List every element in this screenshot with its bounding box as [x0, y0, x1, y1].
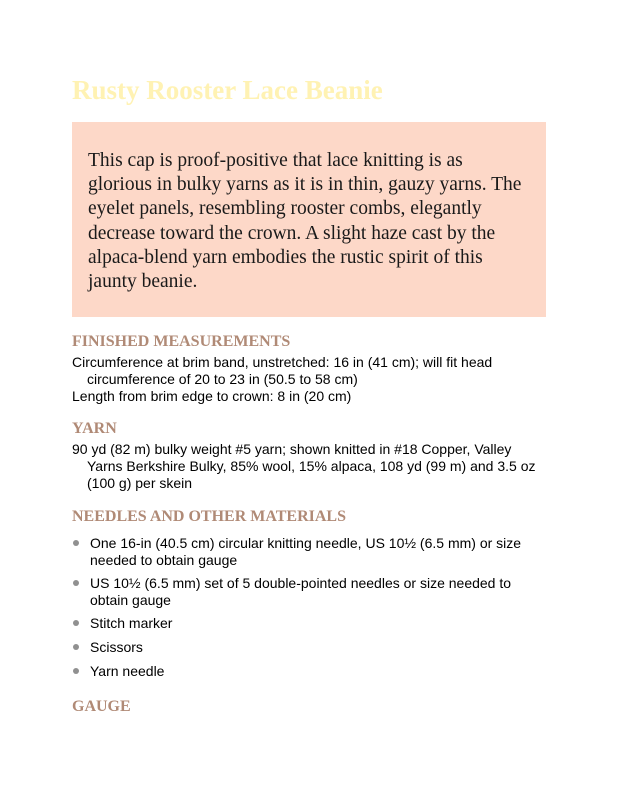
yarn-text: [72, 441, 546, 492]
list-item: [72, 615, 546, 632]
measurement-length: Length from brim edge to crown: 8 in (20 cm): [72, 388, 352, 404]
yarn-heading: YARN: [72, 420, 117, 437]
list-item: [72, 535, 546, 569]
list-item-text: US 10½ (6.5 mm) set of 5 double-pointed needles or size needed to obtain gauge: [90, 575, 512, 608]
list-item-text: Yarn needle: [90, 663, 165, 679]
intro-text: This cap is proof-positive that lace knitting is as glorious in bulky yarns as it is in thin, gauzy yarns. The eyelet panels, resembling rooster combs, elegantly decrease toward the crown. A slight haze cast by the alpaca-blend yarn embodies the rustic spirit of this jaunty beanie.: [88, 150, 522, 293]
bullet-icon: [73, 644, 79, 650]
needles-heading: NEEDLES AND OTHER MATERIALS: [72, 508, 346, 525]
needles-list: [72, 535, 546, 680]
bullet-icon: [73, 668, 79, 674]
finished-measurements-text: [72, 354, 546, 405]
list-item-text: Scissors: [90, 639, 143, 655]
list-item-text: One 16-in (40.5 cm) circular knitting needle, US 10½ (6.5 mm) or size needed to obtain gauge: [90, 535, 522, 568]
bullet-icon: [73, 540, 79, 546]
list-item: [72, 663, 546, 680]
yarn-description: 90 yd (82 m) bulky weight #5 yarn; shown knitted in #18 Copper, Valley Yarns Berkshire Bulky, 85% wool, 15% alpaca, 108 yd (99 m) and 3.5 oz (100 g) per skein: [72, 441, 536, 491]
finished-measurements-heading: FINISHED MEASUREMENTS: [72, 333, 291, 350]
bullet-icon: [73, 620, 79, 626]
list-item: [72, 575, 546, 609]
intro-box: [72, 122, 546, 317]
list-item: [72, 639, 546, 656]
measurement-circumference: Circumference at brim band, unstretched: 16 in (41 cm); will fit head circumference of 20 to 23 in (50.5 to 58 cm): [72, 354, 493, 387]
gauge-heading: GAUGE: [72, 698, 131, 715]
list-item-text: Stitch marker: [90, 615, 173, 631]
document-title: Rusty Rooster Lace Beanie: [72, 75, 383, 105]
bullet-icon: [73, 580, 79, 586]
